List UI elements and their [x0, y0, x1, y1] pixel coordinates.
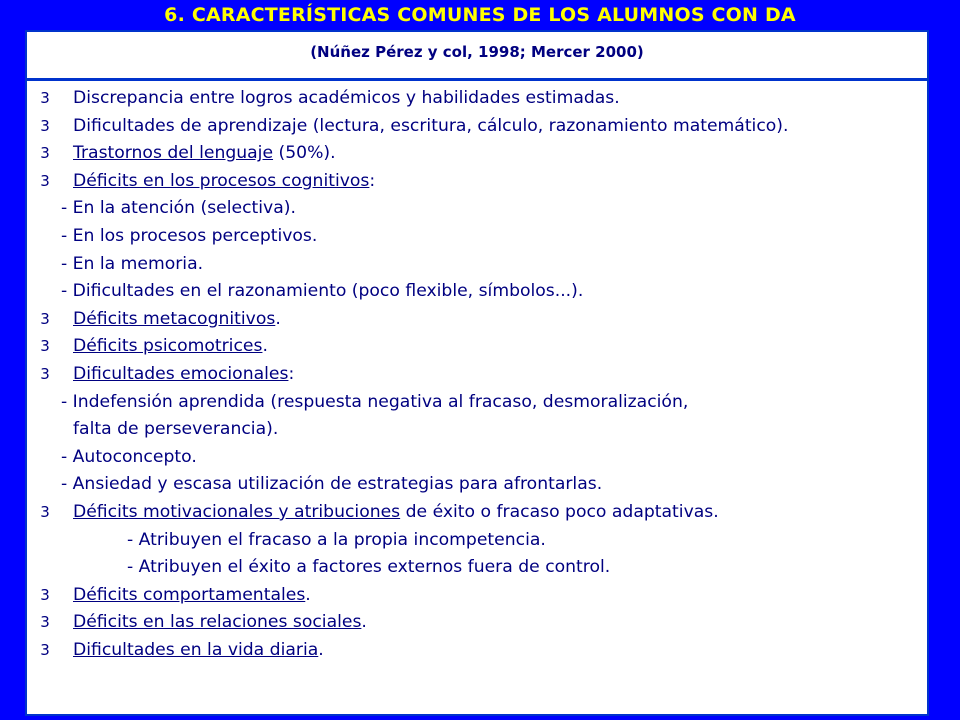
bullet-icon: 3: [40, 89, 50, 107]
underlined-term: Trastornos del lenguaje: [73, 143, 274, 164]
bullet-icon: 3: [40, 144, 50, 163]
underlined-term: Déficits motivacionales y atribuciones: [73, 501, 401, 522]
bullet-icon: 3: [40, 116, 50, 135]
characteristics-list: [27, 81, 927, 664]
citation-subtitle: (Núñez Pérez y col, 1998; Mercer 2000): [27, 32, 927, 81]
list-item: 3 Déficits en las relaciones sociales.: [35, 609, 917, 637]
underlined-term: Déficits psicomotrices: [73, 336, 263, 357]
sub-item: - En la atención (selectiva).: [61, 198, 296, 219]
underlined-term: Déficits en las relaciones sociales: [73, 612, 362, 633]
list-item: 3 Trastornos del lenguaje (50%).: [35, 140, 917, 168]
sub-item: - Ansiedad y escasa utilización de estrategias para afrontarlas.: [61, 474, 603, 495]
list-item: 3 Discrepancia entre logros académicos y habilidades estimadas.: [35, 85, 917, 113]
list-item: 3 Déficits motivacionales y atribuciones de éxito o fracaso poco adaptativas.: [35, 499, 917, 527]
bullet-icon: 3: [40, 640, 50, 659]
sub-item: - Indefensión aprendida (respuesta negativa al fracaso, desmoralización, falta de perseverancia).: [61, 391, 689, 440]
underlined-term: Déficits en los procesos cognitivos: [73, 170, 370, 191]
list-item: 3 Dificultades de aprendizaje (lectura, escritura, cálculo, razonamiento matemático).: [35, 113, 917, 141]
list-item: 3 Déficits metacognitivos.: [35, 306, 917, 334]
sub-item: - En la memoria.: [61, 253, 204, 274]
sub-item: - Autoconcepto.: [61, 446, 197, 467]
sub-item: - En los procesos perceptivos.: [61, 225, 318, 246]
slide-title: 6. CARACTERÍSTICAS COMUNES DE LOS ALUMNOS CON DA: [164, 4, 796, 26]
sub-item: - Atribuyen el fracaso a la propia incompetencia.: [127, 529, 546, 550]
list-item: 3 Déficits psicomotrices.: [35, 333, 917, 361]
underlined-term: Déficits comportamentales: [73, 584, 306, 605]
bullet-icon: 3: [40, 613, 50, 632]
list-item: 3 Déficits comportamentales.: [35, 582, 917, 610]
underlined-term: Déficits metacognitivos: [73, 308, 276, 329]
list-item: 3 Dificultades emocionales:: [35, 361, 917, 389]
bullet-icon: 3: [40, 171, 50, 190]
list-item: 3 Dificultades en la vida diaria.: [35, 637, 917, 665]
sub-item: - Atribuyen el éxito a factores externos fuera de control.: [127, 557, 611, 578]
bullet-icon: 3: [40, 364, 50, 383]
bullet-icon: 3: [40, 337, 50, 356]
content-frame: [25, 30, 929, 716]
underlined-term: Dificultades en la vida diaria: [73, 639, 319, 660]
underlined-term: Dificultades emocionales: [73, 363, 289, 384]
list-item: 3 Déficits en los procesos cognitivos:: [35, 168, 917, 196]
bullet-icon: 3: [40, 502, 50, 521]
sub-item: - Dificultades en el razonamiento (poco flexible, símbolos...).: [61, 281, 584, 302]
bullet-icon: 3: [40, 585, 50, 604]
bullet-icon: 3: [40, 309, 50, 328]
